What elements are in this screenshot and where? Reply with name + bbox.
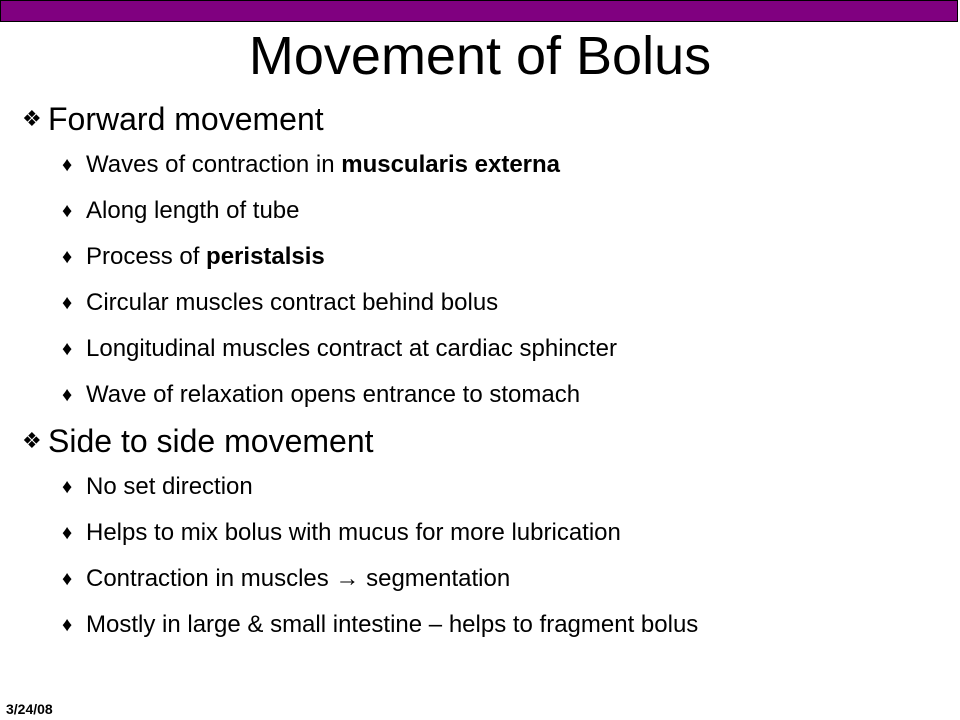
list-item [22, 188, 942, 234]
slide-date: 3/24/08 [6, 701, 53, 717]
diamond-small-bullet-icon: ♦ [62, 200, 73, 222]
list-item [22, 326, 942, 372]
slide-title: Movement of Bolus [248, 26, 712, 86]
list-item [22, 510, 942, 556]
item-text-plain: Process of [86, 243, 207, 270]
diamond-small-bullet-icon: ♦ [62, 338, 73, 360]
item-text [86, 464, 253, 510]
section-side-to-side-movement [22, 418, 942, 648]
item-text-bold: peristalsis [206, 243, 325, 270]
item-text-plain: Wave of relaxation opens entrance to stomach [86, 381, 581, 408]
diamond-small-bullet-icon: ♦ [62, 292, 73, 314]
section-heading-text: Side to side movement [48, 423, 374, 459]
item-text-plain: Contraction in muscles → segmentation [86, 565, 511, 592]
item-text-plain: No set direction [86, 473, 253, 500]
slide-content [22, 96, 942, 648]
item-text-bold: muscularis externa [341, 151, 561, 178]
list-item [22, 556, 942, 602]
section-heading-text: Forward movement [48, 101, 324, 137]
diamond-bullet-icon: ❖ [22, 428, 42, 453]
section-heading [22, 96, 942, 142]
section-heading [22, 418, 942, 464]
item-text-plain: Along length of tube [86, 197, 300, 224]
bullet-list [22, 142, 942, 418]
item-text-plain: Helps to mix bolus with mucus for more lubrication [86, 519, 621, 546]
item-text [86, 602, 698, 648]
list-item [22, 372, 942, 418]
item-text-plain: Circular muscles contract behind bolus [86, 289, 499, 316]
item-text-plain: Mostly in large & small intestine – helps to fragment bolus [86, 611, 699, 638]
list-item [22, 464, 942, 510]
item-text-plain: Longitudinal muscles contract at cardiac sphincter [86, 335, 617, 362]
list-item [22, 602, 942, 648]
item-text [86, 280, 498, 326]
item-text [86, 142, 560, 188]
item-text-plain: Waves of contraction in [86, 151, 342, 178]
item-text [86, 188, 300, 234]
item-text [86, 372, 580, 418]
list-item [22, 142, 942, 188]
diamond-small-bullet-icon: ♦ [62, 614, 73, 636]
bullet-list [22, 464, 942, 648]
section-forward-movement [22, 96, 942, 418]
diamond-small-bullet-icon: ♦ [62, 476, 73, 498]
diamond-small-bullet-icon: ♦ [62, 384, 73, 406]
diamond-small-bullet-icon: ♦ [62, 246, 73, 268]
diamond-small-bullet-icon: ♦ [62, 522, 73, 544]
item-text [86, 510, 621, 556]
diamond-small-bullet-icon: ♦ [62, 154, 73, 176]
diamond-small-bullet-icon: ♦ [62, 568, 73, 590]
list-item [22, 234, 942, 280]
top-accent-bar [0, 0, 958, 22]
item-text [86, 556, 510, 602]
diamond-bullet-icon: ❖ [22, 106, 42, 131]
item-text [86, 234, 325, 280]
list-item [22, 280, 942, 326]
item-text [86, 326, 617, 372]
